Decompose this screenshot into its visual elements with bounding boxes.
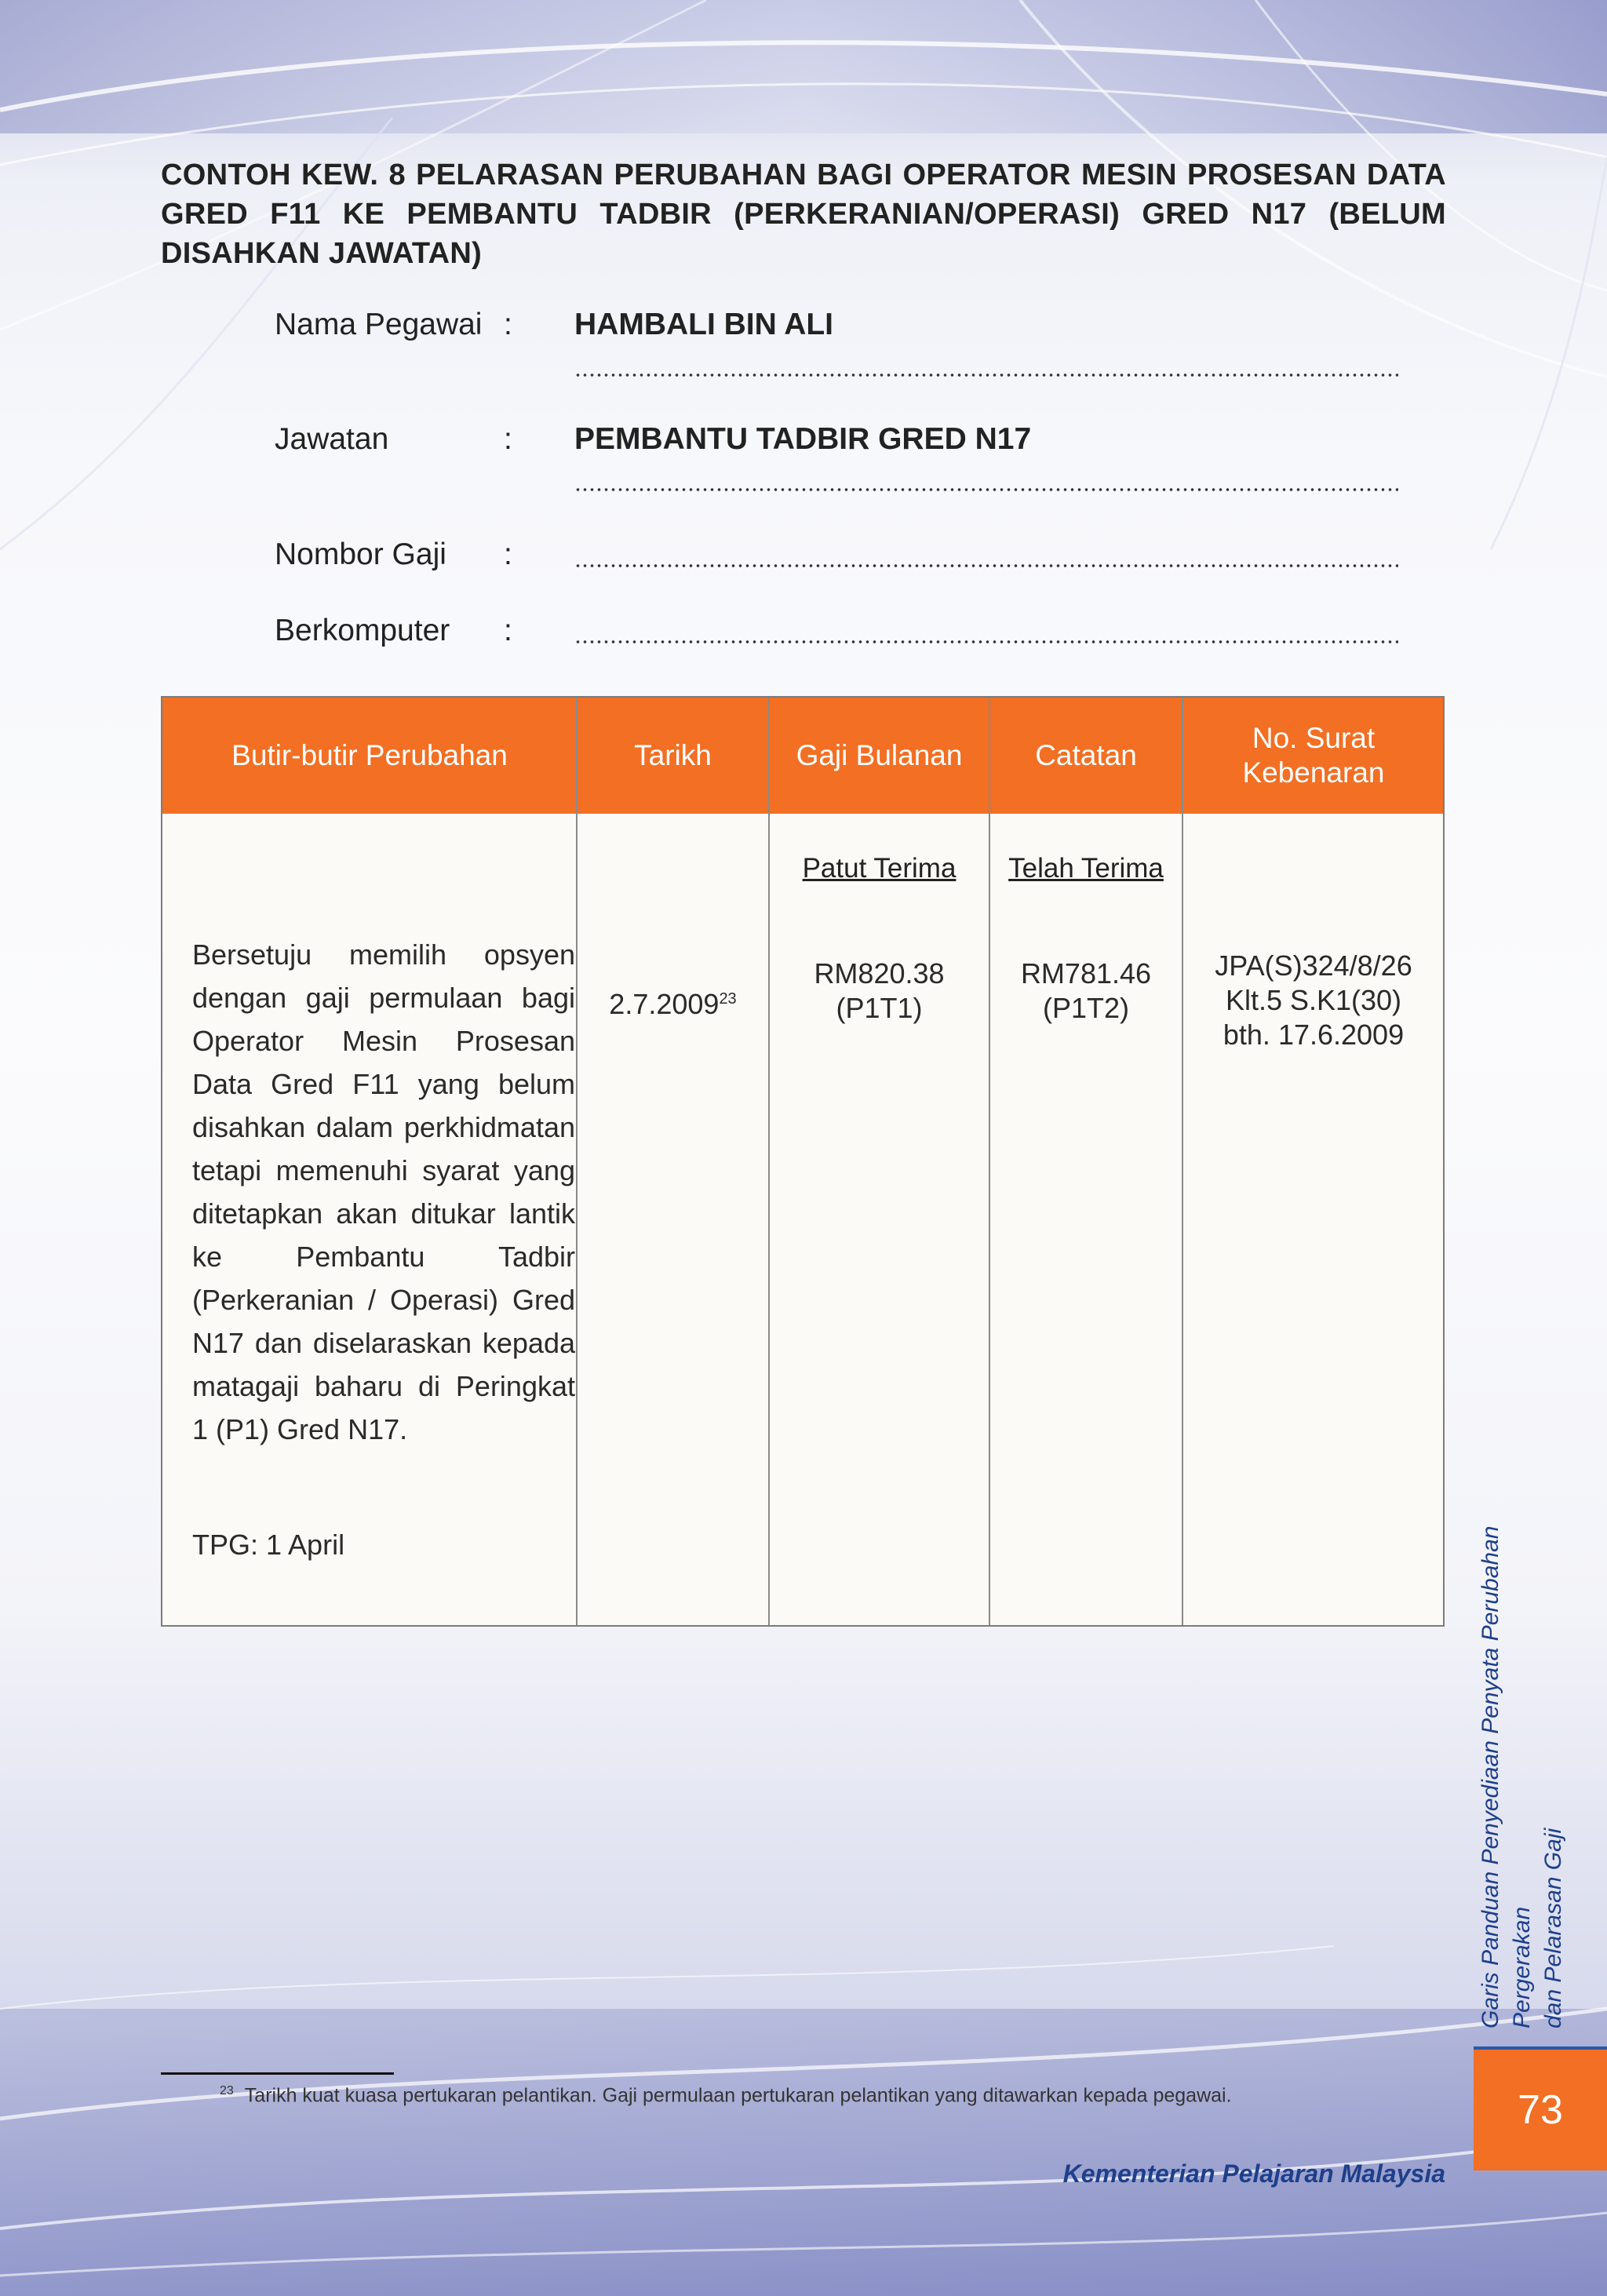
col-divider-3 — [989, 698, 990, 1625]
footnote-number: 23 — [220, 2084, 234, 2097]
col-divider-4 — [1182, 698, 1183, 1625]
ministry-footer: Kementerian Pelajaran Malaysia — [1062, 2159, 1445, 2188]
description-cell: Bersetuju memilih opsyen dengan gaji permulaan bagi Operator Mesin Prosesan Data Gred F11 yang belum disahkan dalam perkhidmatan tetapi memenuhi syarat yang ditetapkan akan ditukar lantik ke Pembantu Tadbir (Perkeranian / Operasi) Gred N17 dan diselaraskan kepada matagaji baharu di Peringkat 1 (P1) Gred N17. — [192, 938, 575, 1445]
side-title-line2: dan Pelarasan Gaji — [1540, 1828, 1566, 2028]
side-title-line1: Garis Panduan Penyediaan Penyata Perubahan Pergerakan — [1478, 1525, 1535, 2028]
footnote — [220, 2084, 1232, 2107]
berkomputer-colon: : — [504, 614, 512, 647]
berkomputer-label: Berkomputer — [275, 614, 450, 647]
header-no-surat-line2: Kebenaran — [1242, 756, 1385, 789]
col-divider-2 — [768, 698, 770, 1625]
tpg-text: TPG: 1 April — [192, 1529, 345, 1561]
jawatan-value: PEMBANTU TADBIR GRED N17 — [574, 422, 1032, 456]
page-title: CONTOH KEW. 8 PELARASAN PERUBAHAN BAGI OPERATOR MESIN PROSESAN DATA GRED F11 KE PEMBANTU TADBIR (PERKERANIAN/OPERASI) GRED N17 (BELUM DISAHKAN JAWATAN) — [161, 159, 1446, 270]
gaji-amount: RM820.38 — [814, 957, 945, 989]
surat-value — [1182, 949, 1445, 1052]
tarikh-footnote-ref: 23 — [719, 990, 737, 1008]
header-no-surat — [1182, 698, 1445, 814]
table-header-row — [162, 698, 1443, 814]
berkomputer-dotted-line — [574, 639, 1398, 645]
info-row-berkomputer — [275, 614, 1412, 661]
surat-line1: JPA(S)324/8/26 — [1215, 949, 1412, 982]
page-number: 73 — [1518, 2087, 1563, 2133]
header-gaji-bulanan: Gaji Bulanan — [796, 739, 963, 771]
side-document-title — [1475, 1432, 1569, 2028]
gaji-code: (P1T1) — [836, 992, 923, 1024]
surat-line2: Klt.5 S.K1(30) — [1225, 984, 1402, 1016]
catatan-value — [989, 957, 1182, 1026]
surat-line3: bth. 17.6.2009 — [1223, 1019, 1405, 1051]
subheader-patut-terima: Patut Terima — [802, 853, 957, 884]
tarikh-value — [577, 982, 769, 1022]
nama-value: HAMBALI BIN ALI — [574, 308, 834, 341]
jawatan-dotted-line — [574, 487, 1398, 493]
catatan-amount: RM781.46 — [1020, 957, 1152, 989]
jawatan-colon: : — [504, 422, 512, 456]
info-row-nama — [275, 308, 1412, 355]
footnote-text: Tarikh kuat kuasa pertukaran pelantikan. Gaji permulaan pertukaran pelantikan yang ditawarkan kepada pegawai. — [244, 2084, 1232, 2107]
subheader-telah-terima: Telah Terima — [1008, 853, 1164, 884]
page-number-box — [1474, 2046, 1607, 2170]
tarikh-date: 2.7.2009 — [609, 988, 720, 1020]
nombor-gaji-colon: : — [504, 538, 512, 571]
footnote-divider — [161, 2072, 394, 2075]
header-tarikh: Tarikh — [634, 739, 712, 771]
gaji-value — [769, 957, 989, 1026]
col-divider-1 — [576, 698, 578, 1625]
info-row-jawatan — [275, 422, 1412, 469]
nama-colon: : — [504, 308, 512, 341]
header-no-surat-line1: No. Surat — [1252, 722, 1376, 754]
nama-label: Nama Pegawai — [275, 308, 483, 341]
nombor-gaji-label: Nombor Gaji — [275, 538, 446, 571]
header-butir: Butir-butir Perubahan — [231, 739, 508, 771]
jawatan-label: Jawatan — [275, 422, 389, 456]
info-row-nombor-gaji — [275, 538, 1412, 585]
nama-dotted-line — [574, 372, 1398, 378]
header-catatan: Catatan — [1035, 739, 1137, 771]
kew8-table — [161, 696, 1445, 1627]
catatan-code: (P1T2) — [1042, 992, 1130, 1024]
nombor-gaji-dotted-line — [574, 563, 1398, 569]
